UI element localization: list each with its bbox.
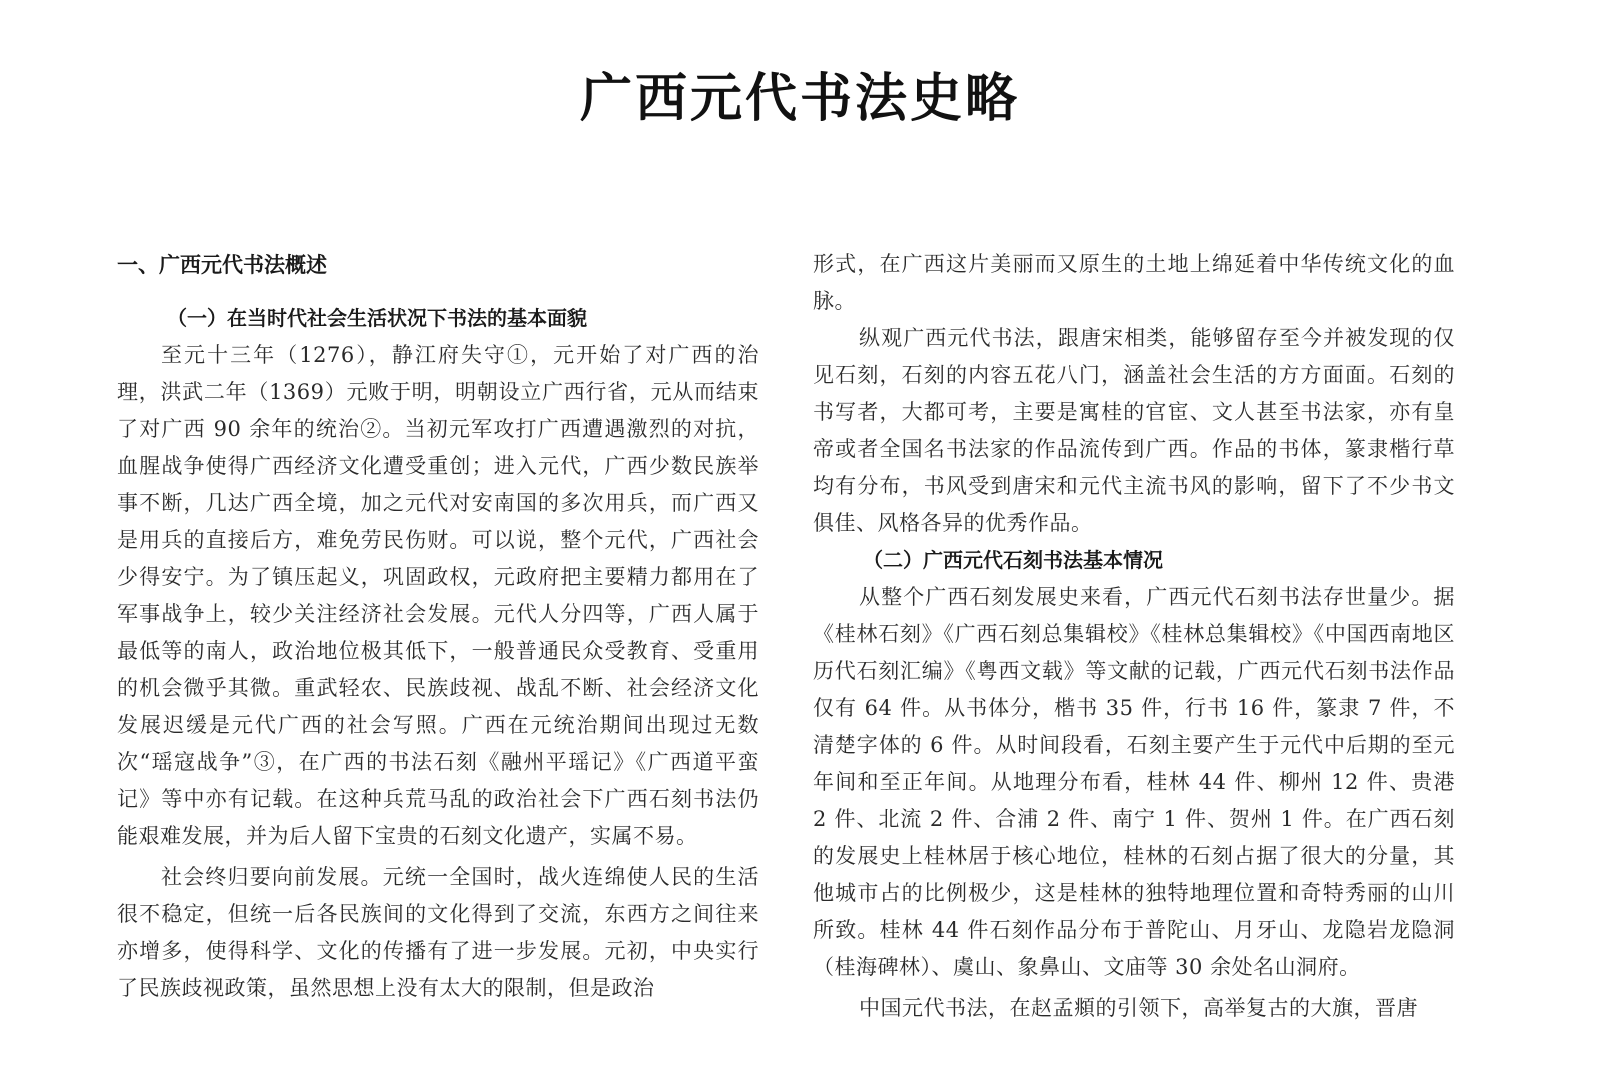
body-paragraph: 中国元代书法，在赵孟頫的引领下，高举复古的大旗，晋唐: [859, 996, 1418, 1020]
sub-heading-2: （二）广西元代石刻书法基本情况: [863, 548, 1163, 572]
body-paragraph: 至元十三年（1276），静江府失守①，元开始了对广西的治理，洪武二年（1369）元败于明，明朝设立广西行省，元从而结束了对广西 90 余年的统治②。当初元军攻打广西遭遇激烈的对抗，血腥战争使得广西经济文化遭受重创；进入元代，广西少数民族举事不断，几达广西全境，加之元代对安南国的多次用兵，而广西又是用兵的直接后方，难免劳民伤财。可以说，整个元代，广西社会少得安宁。为了镇压起义，巩固政权，元政府把主要精力都用在了军事战争上，较少关注经济社会发展。元代人分四等，广西人属于最低等的南人，政治地位极其低下，一般普通民众受教育、受重用的机会微乎其微。重武轻农、民族歧视、战乱不断、社会经济文化发展迟缓是元代广西的社会写照。广西在元统治期间出现过无数次“瑶寇战争”③，在广西的书法石刻《融州平瑶记》《广西道平蛮记》等中亦有记载。在这种兵荒马乱的政治社会下广西石刻书法仍能艰难发展，并为后人留下宝贵的石刻文化遗产，实属不易。: [117, 343, 759, 848]
left-column: [117, 246, 759, 1007]
body-paragraph: 社会终归要向前发展。元统一全国时，战火连绵使人民的生活很不稳定，但统一后各民族间的文化得到了交流，东西方之间往来亦增多，使得科学、文化的传播有了进一步发展。元初，中央实行了民族歧视政策，虽然思想上没有太大的限制，但是政治: [117, 865, 759, 1000]
sub-heading-1: （一）在当时代社会生活状况下书法的基本面貌: [167, 306, 587, 330]
body-paragraph: 从整个广西石刻发展史来看，广西元代石刻书法存世量少。据《桂林石刻》《广西石刻总集辑校》《桂林总集辑校》《中国西南地区历代石刻汇编》《粤西文载》等文献的记载，广西元代石刻书法作品仅有 64 件。从书体分，楷书 35 件，行书 16 件，篆隶 7 件，不清楚字体的 6 件。从时间段看，石刻主要产生于元代中后期的至元年间和至正年间。从地理分布看，桂林 44 件、柳州 12 件、贵港 2 件、北流 2 件、合浦 2 件、南宁 1 件、贺州 1 件。在广西石刻的发展史上桂林居于核心地位，桂林的石刻占据了很大的分量，其他城市占的比例极少，这是桂林的独特地理位置和奇特秀丽的山川所致。桂林 44 件石刻作品分布于普陀山、月牙山、龙隐岩龙隐洞（桂海碑林）、虞山、象鼻山、文庙等 30 余处名山洞府。: [813, 585, 1455, 979]
section-heading: 一、广西元代书法概述: [117, 253, 327, 277]
right-column: [813, 246, 1455, 1027]
page-title: 广西元代书法史略: [579, 68, 1020, 129]
body-paragraph: 形式，在广西这片美丽而又原生的土地上绵延着中华传统文化的血脉。: [813, 252, 1455, 313]
body-paragraph: 纵观广西元代书法，跟唐宋相类，能够留存至今并被发现的仅见石刻，石刻的内容五花八门，涵盖社会生活的方方面面。石刻的书写者，大都可考，主要是寓桂的官宦、文人甚至书法家，亦有皇帝或者全国名书法家的作品流传到广西。作品的书体，篆隶楷行草均有分布，书风受到唐宋和元代主流书风的影响，留下了不少书文俱佳、风格各异的优秀作品。: [813, 326, 1455, 535]
